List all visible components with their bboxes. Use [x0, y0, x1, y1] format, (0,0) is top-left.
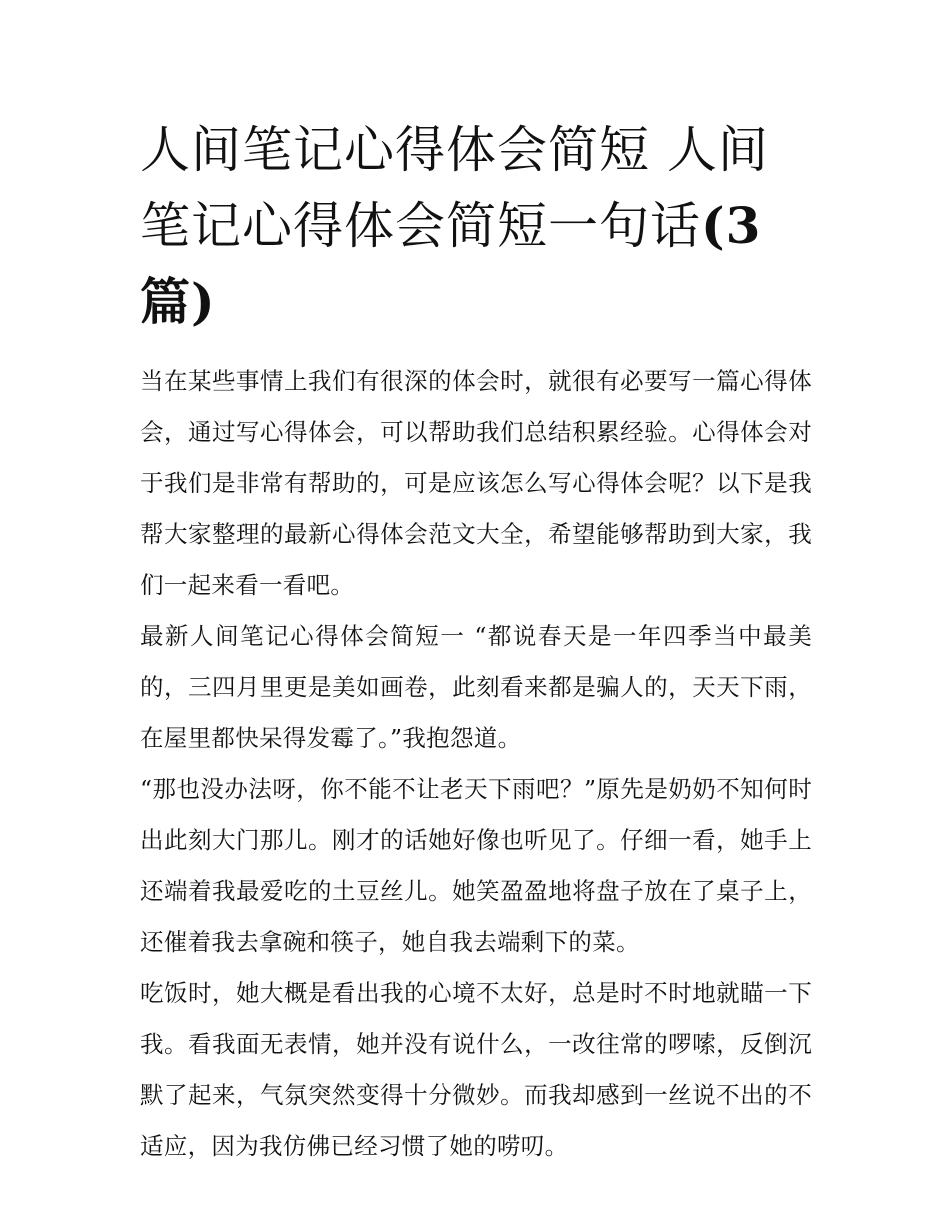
document-page [140, 112, 812, 1172]
title-suffix: (3 篇) [140, 196, 762, 331]
paragraph-dinner: 吃饭时，她大概是看出我的心境不太好，总是时不时地就瞄一下我。看我面无表情，她并没有说什么，一改往常的啰嗦，反倒沉默了起来，气氛突然变得十分微妙。而我却感到一丝说不出的不适应，因为我仿佛已经习惯了她的唠叨。 [140, 979, 812, 1160]
paragraph-intro: 当在某些事情上我们有很深的体会时，就很有必要写一篇心得体会，通过写心得体会，可以帮助我们总结积累经验。心得体会对于我们是非常有帮助的，可是应该怎么写心得体会呢？以下是我帮大家整理的最新心得体会范文大全，希望能够帮助到大家，我们一起来看一看吧。 [140, 367, 812, 599]
paragraph-section-one: 最新人间笔记心得体会简短一 “都说春天是一年四季当中最美的，三四月里更是美如画卷，此刻看来都是骗人的，天天下雨，在屋里都快呆得发霉了。”我抱怨道。 [140, 622, 812, 752]
title-main: 人间笔记心得体会简短 人间笔记心得体会简短一句话 [140, 121, 769, 255]
document-title [140, 112, 812, 340]
document-body [140, 356, 812, 1172]
paragraph-grandma: “那也没办法呀，你不能不让老天下雨吧？”原先是奶奶不知何时出此刻大门那儿。刚才的话她好像也听见了。仔细一看，她手上还端着我最爱吃的土豆丝儿。她笑盈盈地将盘子放在了桌子上，还催着我去拿碗和筷子，她自我去端剩下的菜。 [140, 775, 812, 956]
